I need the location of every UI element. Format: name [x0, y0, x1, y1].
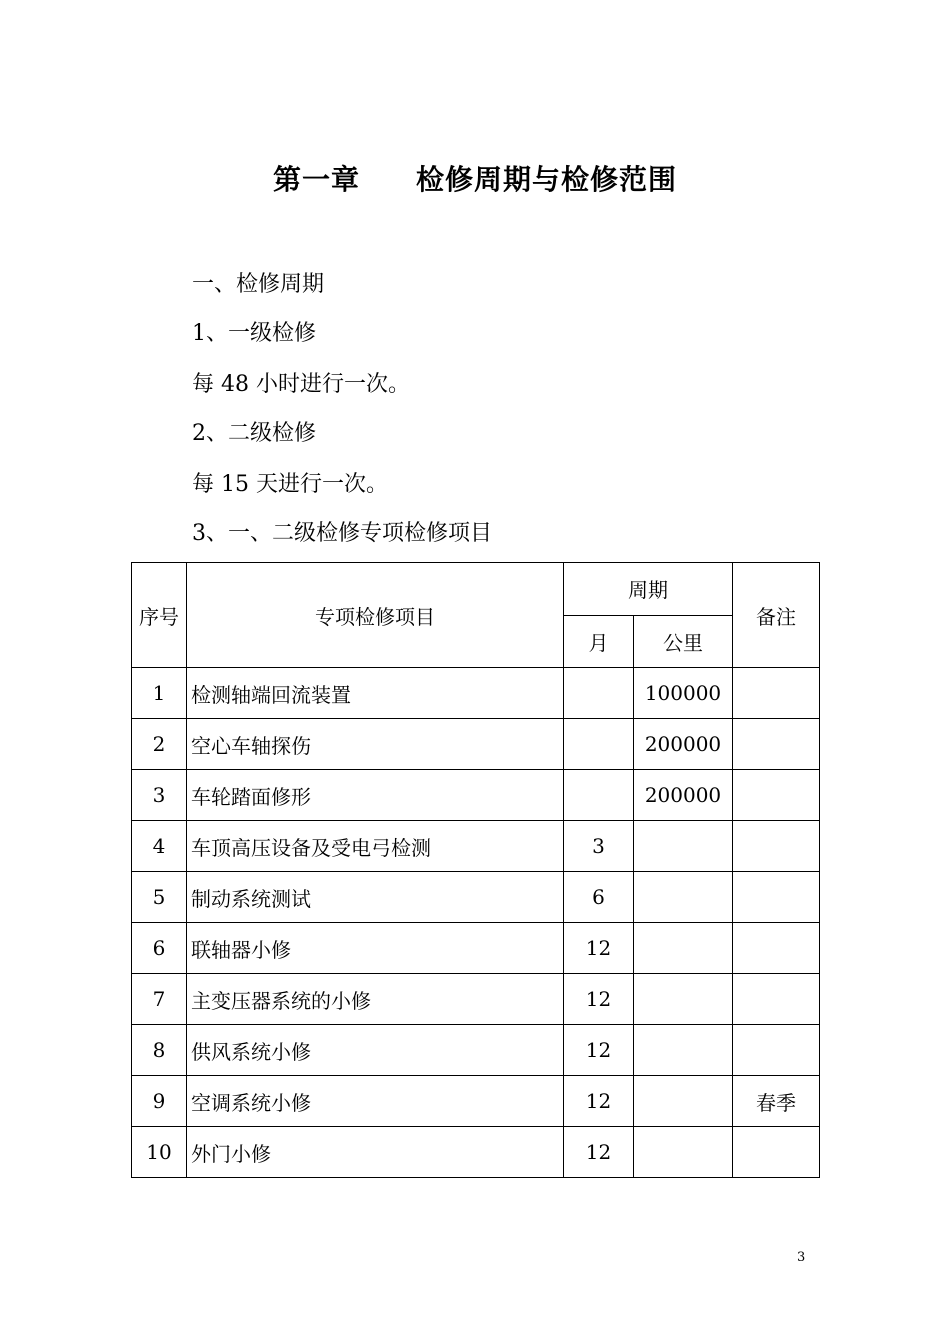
- row-item-cell: 车顶高压设备及受电弓检测: [187, 821, 564, 872]
- table-row: [132, 719, 820, 770]
- row-item-cell: 检测轴端回流装置: [187, 668, 564, 719]
- row-index-cell: 7: [132, 974, 187, 1025]
- row-item-cell: 空调系统小修: [187, 1076, 564, 1127]
- row-month-cell: [564, 770, 634, 821]
- row-remark-cell: [733, 1127, 820, 1178]
- row-item-cell: 联轴器小修: [187, 923, 564, 974]
- subsection-heading-level-1: 1、一级检修: [192, 321, 316, 346]
- row-month-cell: 3: [564, 821, 634, 872]
- row-km-cell: [634, 1127, 733, 1178]
- row-item-cell: 空心车轴探伤: [187, 719, 564, 770]
- row-month-cell: 12: [564, 923, 634, 974]
- row-km-cell: [634, 872, 733, 923]
- table-row: [132, 974, 820, 1025]
- table-row: [132, 923, 820, 974]
- level-2-frequency-text: 每 15 天进行一次。: [192, 472, 388, 497]
- table-header-row: [132, 563, 820, 616]
- row-item-cell: 外门小修: [187, 1127, 564, 1178]
- table-row: [132, 1025, 820, 1076]
- row-index-cell: 3: [132, 770, 187, 821]
- row-index-cell: 5: [132, 872, 187, 923]
- subsection-heading-level-2: 2、二级检修: [192, 421, 316, 446]
- header-km: 公里: [634, 615, 733, 668]
- row-km-cell: [634, 821, 733, 872]
- table-row: [132, 821, 820, 872]
- row-index-cell: 8: [132, 1025, 187, 1076]
- row-month-cell: 12: [564, 1076, 634, 1127]
- row-remark-cell: [733, 770, 820, 821]
- header-month: 月: [564, 615, 634, 668]
- table-row: [132, 872, 820, 923]
- row-km-cell: [634, 1076, 733, 1127]
- row-item-cell: 制动系统测试: [187, 872, 564, 923]
- row-index-cell: 10: [132, 1127, 187, 1178]
- table-row: [132, 668, 820, 719]
- table-row: [132, 770, 820, 821]
- row-month-cell: [564, 719, 634, 770]
- table-row: [132, 1127, 820, 1178]
- row-month-cell: 6: [564, 872, 634, 923]
- row-month-cell: 12: [564, 1127, 634, 1178]
- row-remark-cell: [733, 1025, 820, 1076]
- row-km-cell: [634, 974, 733, 1025]
- row-index-cell: 2: [132, 719, 187, 770]
- row-month-cell: 12: [564, 1025, 634, 1076]
- row-index-cell: 1: [132, 668, 187, 719]
- chapter-number: 第一章: [272, 163, 360, 196]
- level-1-frequency-text: 每 48 小时进行一次。: [192, 372, 410, 397]
- row-remark-cell: [733, 821, 820, 872]
- chapter-title: [0, 160, 950, 200]
- row-index-cell: 9: [132, 1076, 187, 1127]
- row-index-cell: 6: [132, 923, 187, 974]
- row-item-cell: 供风系统小修: [187, 1025, 564, 1076]
- row-month-cell: 12: [564, 974, 634, 1025]
- row-remark-cell: [733, 668, 820, 719]
- row-remark-cell: [733, 719, 820, 770]
- header-index: 序号: [132, 563, 187, 668]
- row-km-cell: 100000: [634, 668, 733, 719]
- subsection-heading-special-items: 3、一、二级检修专项检修项目: [192, 521, 492, 546]
- page-number: 3: [797, 1250, 806, 1265]
- row-remark-cell: [733, 974, 820, 1025]
- row-month-cell: [564, 668, 634, 719]
- chapter-title-text: 检修周期与检修范围: [416, 163, 678, 196]
- row-remark-cell: [733, 923, 820, 974]
- row-item-cell: 车轮踏面修形: [187, 770, 564, 821]
- row-remark-cell: 春季: [733, 1076, 820, 1127]
- row-km-cell: 200000: [634, 770, 733, 821]
- row-index-cell: 4: [132, 821, 187, 872]
- row-km-cell: [634, 923, 733, 974]
- header-remark: 备注: [733, 563, 820, 668]
- special-maintenance-table: [131, 562, 820, 1178]
- row-km-cell: [634, 1025, 733, 1076]
- header-item: 专项检修项目: [187, 563, 564, 668]
- row-remark-cell: [733, 872, 820, 923]
- table-row: [132, 1076, 820, 1127]
- section-heading-maintenance-cycle: 一、检修周期: [192, 272, 325, 297]
- row-item-cell: 主变压器系统的小修: [187, 974, 564, 1025]
- header-period: 周期: [564, 563, 733, 616]
- row-km-cell: 200000: [634, 719, 733, 770]
